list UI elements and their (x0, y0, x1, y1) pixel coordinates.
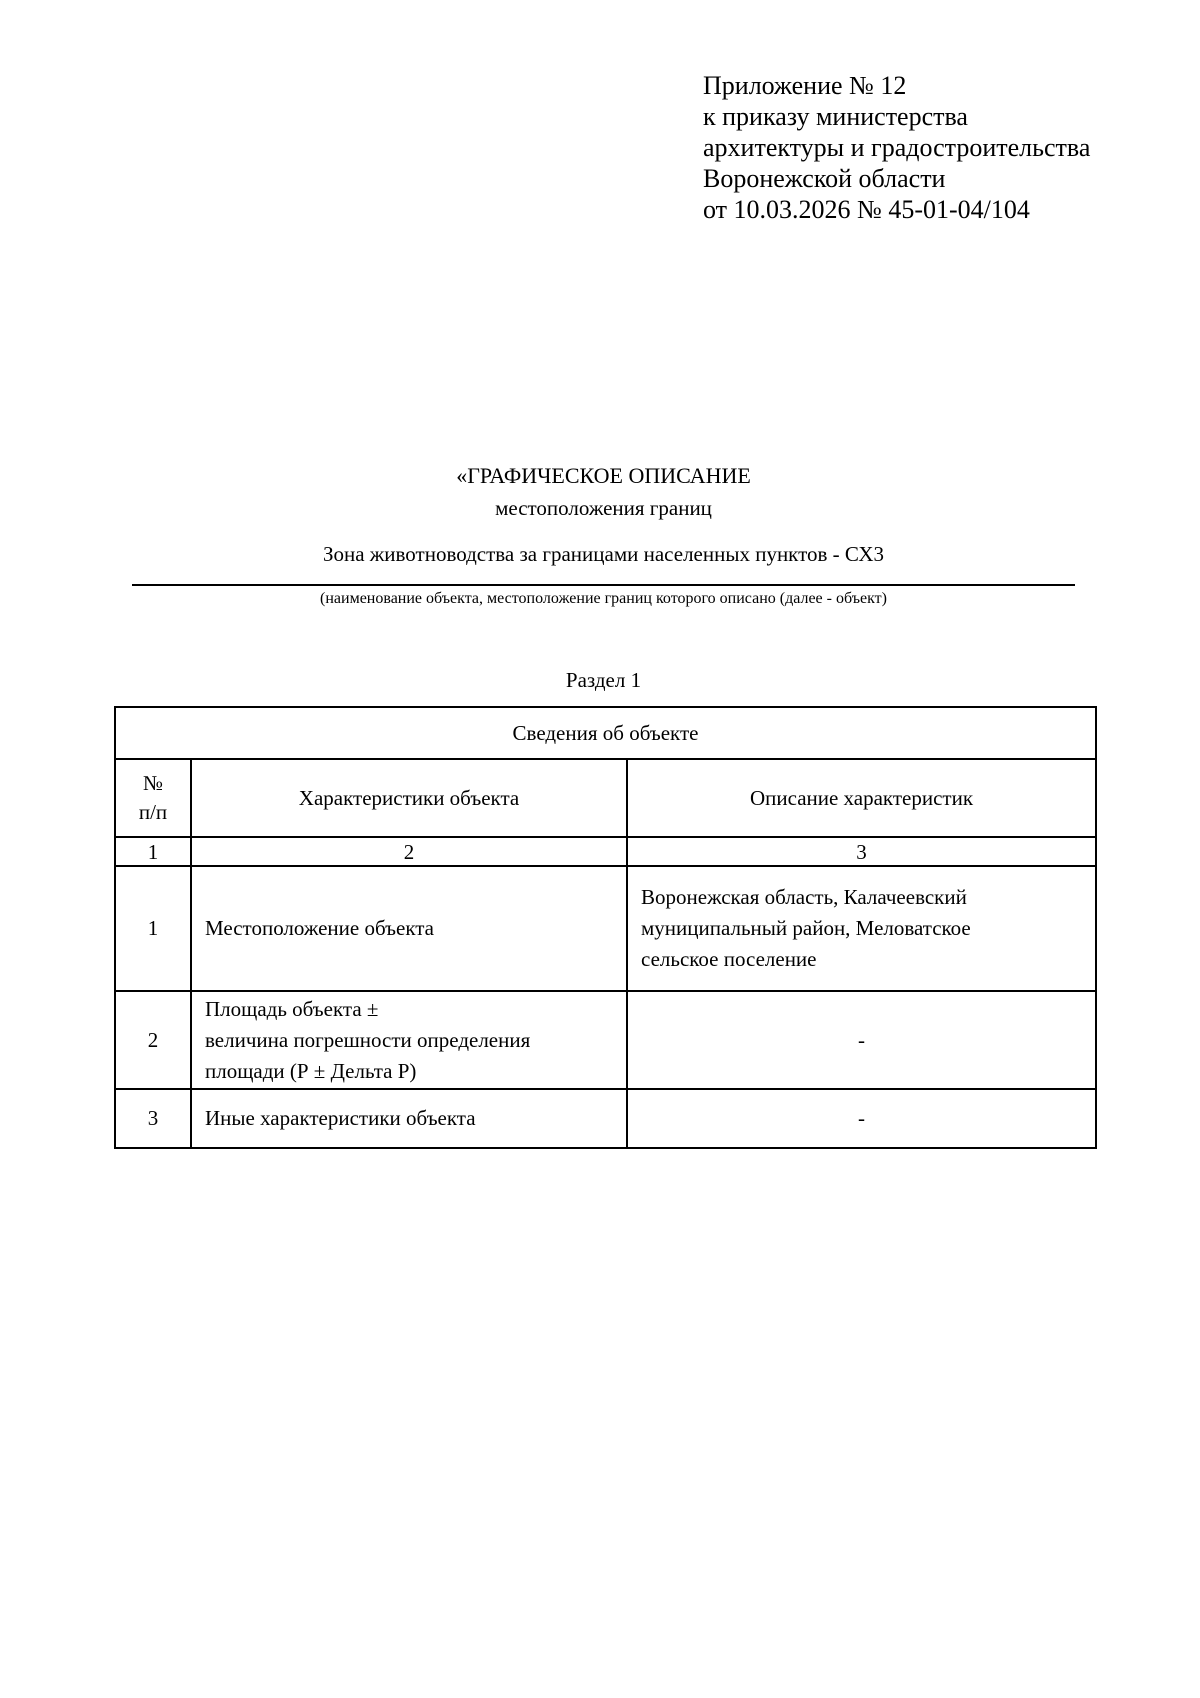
document-title: «ГРАФИЧЕСКОЕ ОПИСАНИЕ (456, 463, 751, 488)
table-row (115, 1089, 1096, 1148)
header-num-line: п/п (138, 800, 168, 824)
row-number: 3 (115, 1089, 191, 1148)
row-description (627, 1089, 1096, 1148)
column-index: 2 (191, 837, 627, 866)
header-num (115, 759, 191, 837)
characteristic-line: Площадь объекта ± (205, 996, 379, 1021)
row-characteristic (191, 866, 627, 991)
description-line: сельское поселение (641, 947, 817, 971)
header-description: Описание характеристик (627, 759, 1096, 837)
appendix-header-line: к приказу министерства (703, 102, 968, 131)
column-index: 1 (115, 837, 191, 866)
header-num-line: № (142, 771, 164, 795)
description-line: Воронежская область, Калачеевский (641, 885, 967, 909)
row-characteristic (191, 991, 627, 1089)
row-characteristic (191, 1089, 627, 1148)
table-header-row (115, 759, 1096, 837)
row-description (627, 991, 1096, 1089)
row-number: 1 (115, 866, 191, 991)
object-name: Зона животноводства за границами населенных пунктов - СХ3 (322, 542, 885, 566)
object-info-table (114, 706, 1097, 1149)
section-label: Раздел 1 (565, 668, 642, 692)
row-number: 2 (115, 991, 191, 1089)
appendix-header (703, 70, 1090, 225)
document-subtitle: местоположения границ (495, 496, 712, 520)
table-row (115, 866, 1096, 991)
column-index: 3 (627, 837, 1096, 866)
table-row (115, 991, 1096, 1089)
header-characteristic: Характеристики объекта (191, 759, 627, 837)
appendix-header-line: от 10.03.2026 № 45-01-04/104 (703, 195, 1030, 224)
characteristic-line: площади (Р ± Дельта Р) (205, 1058, 417, 1083)
column-index-row (115, 837, 1096, 866)
appendix-header-line: Приложение № 12 (703, 71, 907, 100)
description-line: - (858, 1027, 865, 1052)
table-caption-row (115, 707, 1096, 759)
object-name-underline (132, 584, 1075, 586)
characteristic-line: величина погрешности определения (205, 1027, 531, 1052)
appendix-header-line: Воронежской области (703, 164, 946, 193)
description-line: муниципальный район, Меловатское (641, 916, 971, 940)
description-line: - (858, 1106, 865, 1130)
object-name-caption: (наименование объекта, местоположение границ которого описано (далее - объект) (320, 590, 887, 607)
row-description (627, 866, 1096, 991)
appendix-header-line: архитектуры и градостроительства (703, 133, 1091, 162)
characteristic-line: Иные характеристики объекта (205, 1106, 476, 1130)
table-caption: Сведения об объекте (115, 707, 1096, 759)
characteristic-line: Местоположение объекта (205, 916, 435, 940)
